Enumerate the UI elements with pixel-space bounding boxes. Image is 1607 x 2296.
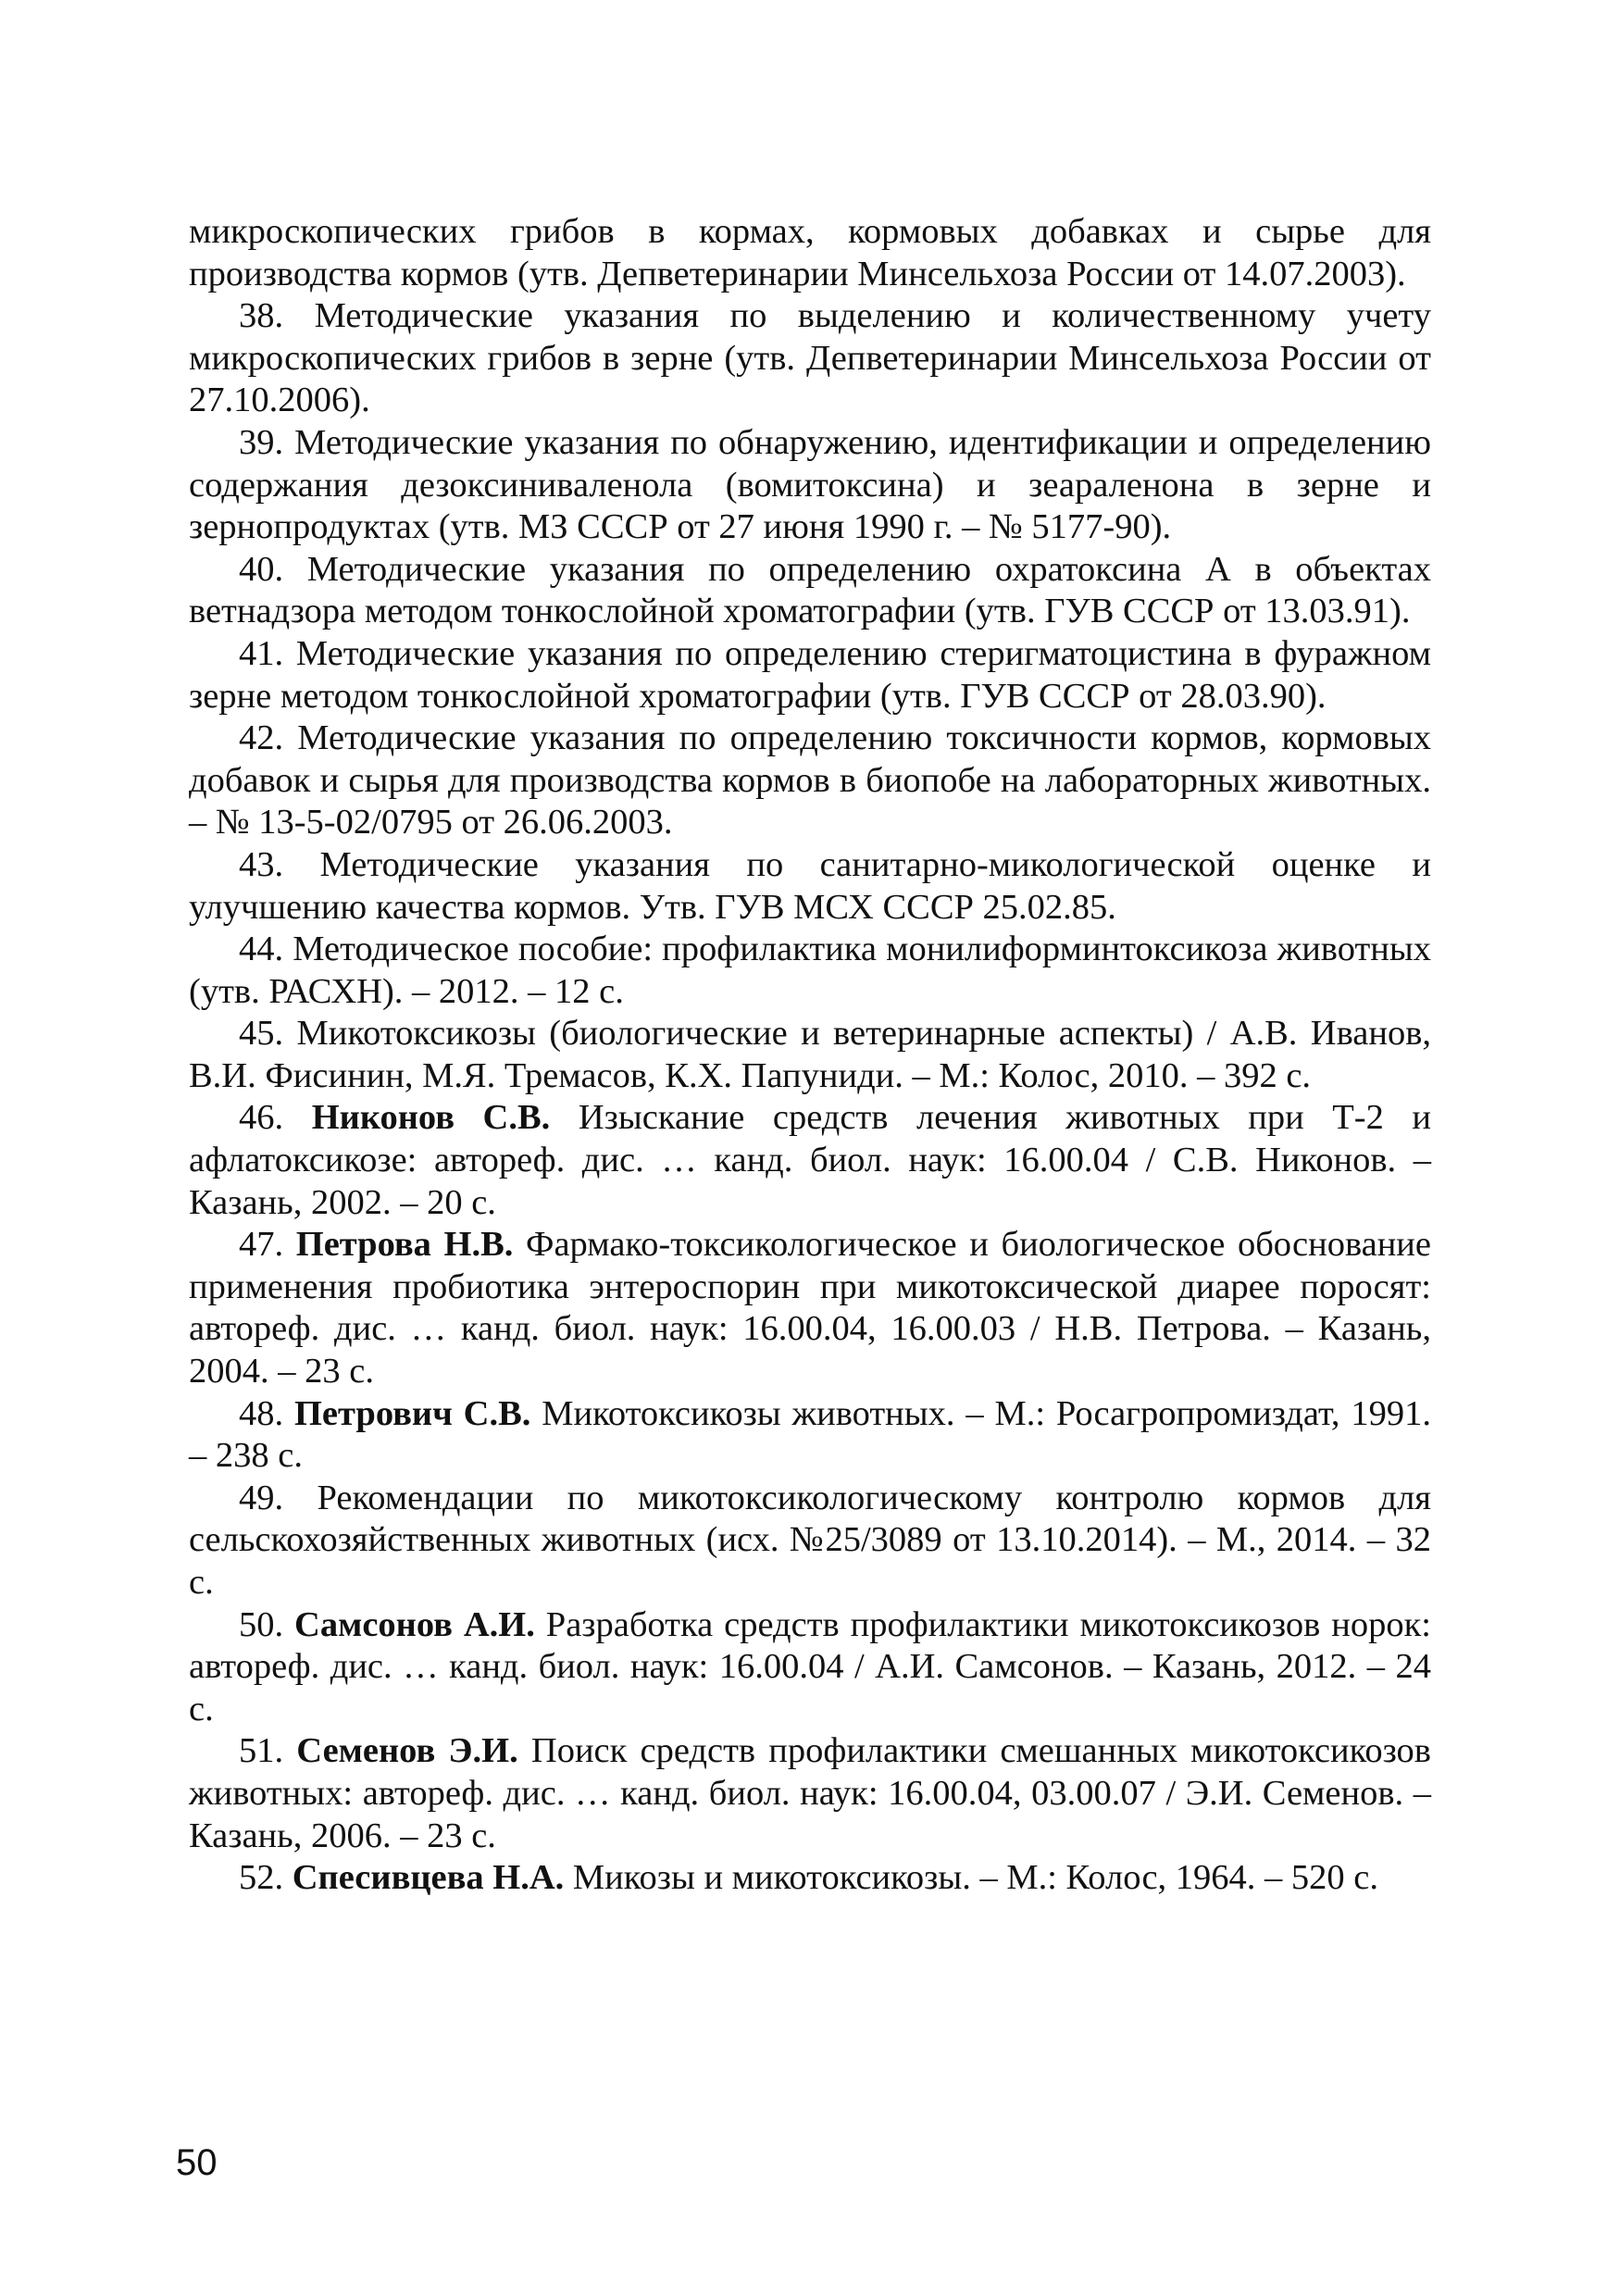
reference-text: Поиск средств профилактики смешанных микотоксикозов животных: автореф. дис. … канд. биол. наук: 16.00.04, 03.00.07 / Э.И. Семенов. – Казань, 2006. – 23 с. xyxy=(189,1731,1431,1855)
reference-number: 46. xyxy=(239,1098,284,1138)
reference-item xyxy=(189,1730,1431,1857)
reference-author: Семенов Э.И. xyxy=(296,1731,518,1771)
reference-item xyxy=(189,1604,1431,1731)
reference-text: Изыскание средств лечения животных при Т-2 и афлатоксикозе: автореф. дис. … канд. биол. наук: 16.00.04 / С.В. Никонов. – Казань, 2002. – 20 с. xyxy=(189,1098,1432,1222)
reference-number: 45. xyxy=(239,1014,284,1054)
reference-author: Никонов С.В. xyxy=(311,1098,551,1138)
reference-number: 48. xyxy=(239,1393,284,1433)
reference-number: 42. xyxy=(239,718,284,758)
reference-number: 41. xyxy=(239,633,284,673)
reference-text: Методические указания по определению охратоксина А в объектах ветнадзора методом тонкослойной хроматографии (утв. ГУВ СССР от 13.03.91). xyxy=(189,549,1431,631)
reference-text: Фармако-токсикологическое и биологическое обоснование применения пробиотика энтероспорин при микотоксической диарее поросят: автореф. дис. … канд. биол. наук: 16.00.04, 16.00.03 / Н.В. Петрова. – Казань, 2004. – 23 с. xyxy=(189,1225,1431,1391)
reference-text: Микотоксикозы животных. – М.: Росагропромиздат, 1991. – 238 с. xyxy=(189,1393,1432,1476)
reference-item xyxy=(189,929,1431,1013)
reference-item xyxy=(189,1478,1431,1604)
reference-text: Методические указания по определению токсичности кормов, кормовых добавок и сырья для производства кормов в биопобе на лабораторных животных. – № 13-5-02/0795 от 26.06.2003. xyxy=(189,718,1432,842)
reference-number: 44. xyxy=(239,930,284,969)
reference-text: Методические указания по санитарно-микологической оценке и улучшению качества кормов. Утв. ГУВ МСХ СССР 25.02.85. xyxy=(189,844,1431,927)
reference-text: Разработка средств профилактики микотоксикозов норок: автореф. дис. … канд. биол. наук: 16.00.04 / А.И. Самсонов. – Казань, 2012. – 24 с. xyxy=(189,1604,1431,1728)
reference-text: Методические указания по выделению и количественному учету микроскопических грибов в зерне (утв. Депветеринарии Минсельхоза России от 27.10.2006). xyxy=(189,296,1431,420)
reference-author: Спесивцева Н.А. xyxy=(292,1858,565,1898)
reference-text: Методические указания по определению стеригматоцистина в фуражном зерне методом тонкослойной хроматографии (утв. ГУВ СССР от 28.03.90). xyxy=(189,633,1431,716)
reference-number: 51. xyxy=(239,1731,284,1771)
reference-number: 39. xyxy=(239,422,284,462)
reference-item xyxy=(189,422,1431,549)
reference-text: Методическое пособие: профилактика монилиформинтоксикоза животных (утв. РАСХН). – 2012. – 12 с. xyxy=(189,930,1432,1011)
reference-number: 52. xyxy=(239,1858,284,1898)
reference-item xyxy=(189,844,1431,929)
reference-author: Самсонов А.И. xyxy=(294,1604,535,1644)
reference-item xyxy=(189,1857,1431,1900)
reference-number: 40. xyxy=(239,549,284,589)
reference-item xyxy=(189,1393,1431,1478)
reference-number: 43. xyxy=(239,844,284,884)
reference-text: Микотоксикозы (биологические и ветеринарные аспекты) / А.В. Иванов, В.И. Фисинин, М.Я. Тремасов, К.Х. Папуниди. – М.: Колос, 2010. – 392 с. xyxy=(189,1014,1431,1095)
page-number: 50 xyxy=(176,2142,218,2183)
reference-text: Рекомендации по микотоксикологическому контролю кормов для сельскохозяйственных животных (исх. №25/3089 от 13.10.2014). – М., 2014. – 32 с. xyxy=(189,1478,1432,1602)
reference-text: Методические указания по обнаружению, идентификации и определению содержания дезоксиниваленола (вомитоксина) и зеараленона в зерне и зернопродуктах (утв. МЗ СССР от 27 июня 1990 г. – № 5177-90). xyxy=(189,422,1431,547)
reference-author: Петрова Н.В. xyxy=(295,1225,514,1265)
reference-text: Микозы и микотоксикозы. – М.: Колос, 1964. – 520 с. xyxy=(572,1858,1379,1898)
reference-item xyxy=(189,1224,1431,1392)
reference-item xyxy=(189,1097,1431,1224)
reference-author: Петрович С.В. xyxy=(293,1393,531,1433)
reference-list xyxy=(189,211,1431,1900)
reference-item xyxy=(189,549,1431,633)
reference-item xyxy=(189,718,1431,844)
reference-item xyxy=(189,633,1431,718)
reference-number: 50. xyxy=(239,1604,284,1644)
reference-number: 49. xyxy=(239,1478,284,1517)
reference-item xyxy=(189,295,1431,422)
reference-number: 47. xyxy=(239,1225,284,1265)
reference-number: 38. xyxy=(239,296,284,336)
reference-item xyxy=(189,1013,1431,1097)
continued-reference-text: микроскопических грибов в кормах, кормовых добавках и сырье для производства кормов (утв. Депветеринарии Минсельхоза России от 14.07.2003). xyxy=(189,212,1431,293)
